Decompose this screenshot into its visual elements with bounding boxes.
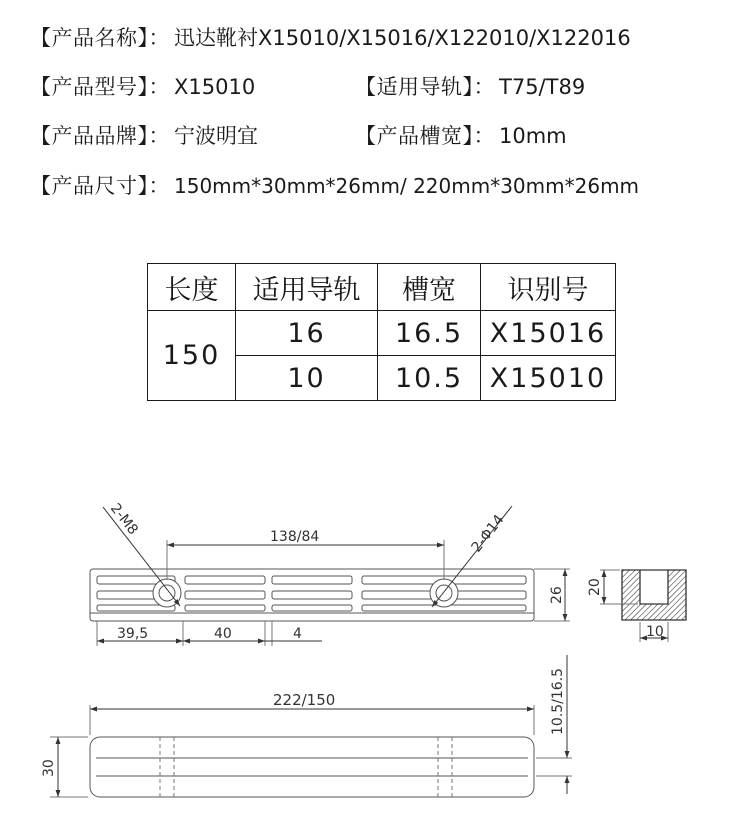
- section-hatch: [622, 570, 686, 620]
- section-height-label: 20: [587, 578, 603, 596]
- table-cell-rail: 10: [236, 356, 378, 401]
- hole-dia-label: 2-Φ14: [468, 511, 508, 556]
- spec-brand-label: 【产品品牌】：: [30, 124, 170, 148]
- table-cell-width: 10.5: [378, 356, 481, 401]
- table-header: 槽宽: [378, 264, 481, 311]
- table-cell-width: 16.5: [378, 311, 481, 356]
- front-slot: [185, 591, 265, 599]
- spec-width-value: 10mm: [499, 124, 567, 148]
- spec-size-label: 【产品尺寸】：: [30, 174, 170, 198]
- table-header: 长度: [148, 264, 236, 311]
- spec-size-value: 150mm*30mm*26mm/ 220mm*30mm*26mm: [174, 174, 640, 198]
- spec-name-label: 【产品名称】：: [30, 26, 170, 50]
- front-view: [90, 540, 570, 646]
- cross-section: [587, 570, 686, 642]
- spec-model-value: X15010: [174, 75, 256, 99]
- table-cell-length: 150: [148, 311, 236, 401]
- gap-label: 4: [293, 626, 302, 642]
- width-label: 30: [41, 759, 57, 777]
- height-label: 26: [549, 586, 565, 604]
- table-cell-id: X15016: [481, 311, 616, 356]
- spec-rail-value: T75/T89: [499, 75, 586, 99]
- front-slot: [185, 576, 265, 584]
- length-label: 222/150: [273, 691, 336, 709]
- section-width-label: 10: [646, 624, 664, 640]
- front-slot: [272, 605, 352, 611]
- mount-hole-left: [153, 579, 181, 607]
- groove-label: 10.5/16.5: [550, 667, 566, 735]
- top-body-outline: [90, 737, 534, 797]
- offset-label: 39,5: [117, 626, 149, 642]
- front-slot: [272, 576, 352, 584]
- spec-name-value: 迅达靴衬X15010/X15016/X122010/X122016: [174, 26, 631, 50]
- spec-width-label: 【产品槽宽】：: [355, 124, 495, 148]
- table-cell-id: X15010: [481, 356, 616, 401]
- table-header: 适用导轨: [236, 264, 378, 311]
- front-slot: [185, 605, 265, 611]
- table-header: 识别号: [481, 264, 616, 311]
- spec-model-label: 【产品型号】：: [30, 75, 170, 99]
- table-cell-rail: 16: [236, 311, 378, 356]
- spec-rail-label: 【适用导轨】：: [355, 75, 495, 99]
- top-view: [50, 705, 572, 797]
- slot-label: 40: [214, 626, 232, 642]
- front-slot: [272, 591, 352, 599]
- mount-hole-right: [430, 579, 458, 607]
- spec-brand-value: 宁波明宜: [174, 124, 258, 148]
- thread-label: 2-M8: [106, 500, 141, 539]
- hole-spacing-label: 138/84: [270, 529, 320, 545]
